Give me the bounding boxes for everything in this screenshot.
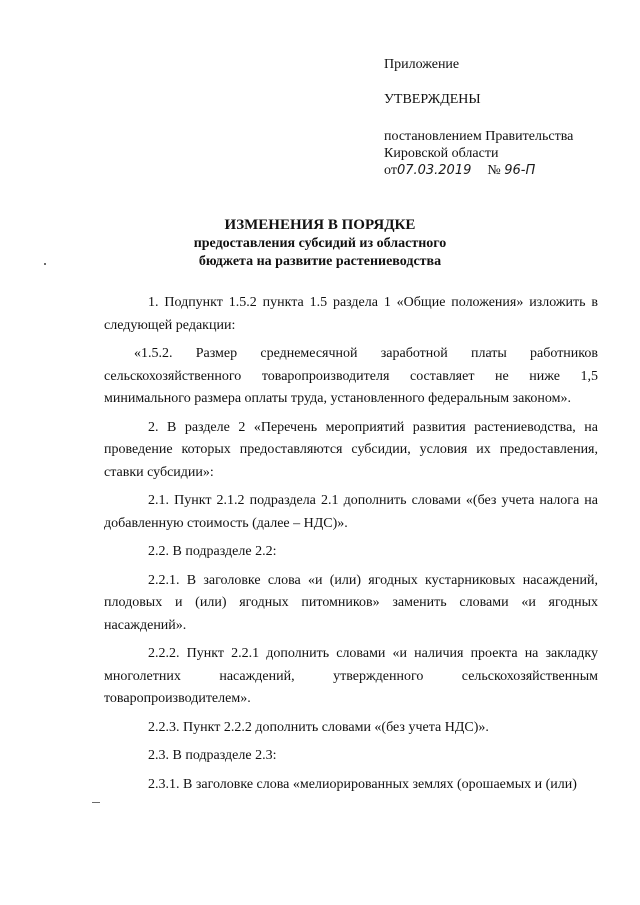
date-prefix: от xyxy=(384,163,397,178)
document-title xyxy=(0,216,640,271)
paragraph-5: 2.2. В подразделе 2.2: xyxy=(148,544,277,559)
decree-date-number xyxy=(384,162,624,179)
paragraph-3: 2. В разделе 2 «Перечень мероприятий развития растениеводства, на проведение которых предоставляются субсидии, условия их предоставления, ставки субсидии»: xyxy=(104,419,598,480)
paragraph-8: 2.2.3. Пункт 2.2.2 дополнить словами «(без учета НДС)». xyxy=(148,719,489,735)
title-sub-line-1: предоставления субсидий из областного xyxy=(193,236,447,251)
title-sub-line-2: бюджета на развитие растениеводства xyxy=(198,254,442,269)
scan-mark-left xyxy=(44,263,46,265)
paragraph-2: «1.5.2. Размер среднемесячной заработной платы работников сельскохозяйственного товаропроизводителя составляет не ниже 1,5 минимального размера оплаты труда, установленного федеральным законом». xyxy=(104,346,598,406)
approved-label: УТВЕРЖДЕНЫ xyxy=(384,92,481,107)
paragraph-9: 2.3. В подразделе 2.3: xyxy=(148,748,277,763)
paragraph-7: 2.2.2. Пункт 2.2.1 дополнить словами «и наличия проекта на закладку многолетних насаждений, утвержденного сельскохозяйственным товаропроизводителем». xyxy=(104,646,598,706)
decree-line-1: постановлением Правительства xyxy=(384,129,574,144)
title-main: ИЗМЕНЕНИЯ В ПОРЯДКЕ xyxy=(224,217,416,233)
appendix-label: Приложение xyxy=(384,57,460,72)
handwritten-number: 96-П xyxy=(504,163,536,178)
paragraph-6: 2.2.1. В заголовке слова «и (или) ягодных кустарниковых насаждений, плодовых и (или) ягодных питомников» заменить словами «и ягодных насаждений». xyxy=(104,572,598,633)
approval-block xyxy=(384,56,624,179)
handwritten-date: 07.03.2019 xyxy=(396,163,472,178)
decree-line-2: Кировской области xyxy=(384,146,499,161)
document-body xyxy=(104,292,598,802)
paragraph-4: 2.1. Пункт 2.1.2 подраздела 2.1 дополнить словами «(без учета налога на добавленную стоимость (далее – НДС)». xyxy=(104,493,598,531)
paragraph-10: 2.3.1. В заголовке слова «мелиорированных землях (орошаемых и (или) xyxy=(148,776,577,792)
number-prefix: № xyxy=(487,163,501,178)
scan-mark-bottom xyxy=(92,802,100,803)
paragraph-1: 1. Подпункт 1.5.2 пункта 1.5 раздела 1 «Общие положения» изложить в следующей редакции: xyxy=(104,295,598,333)
